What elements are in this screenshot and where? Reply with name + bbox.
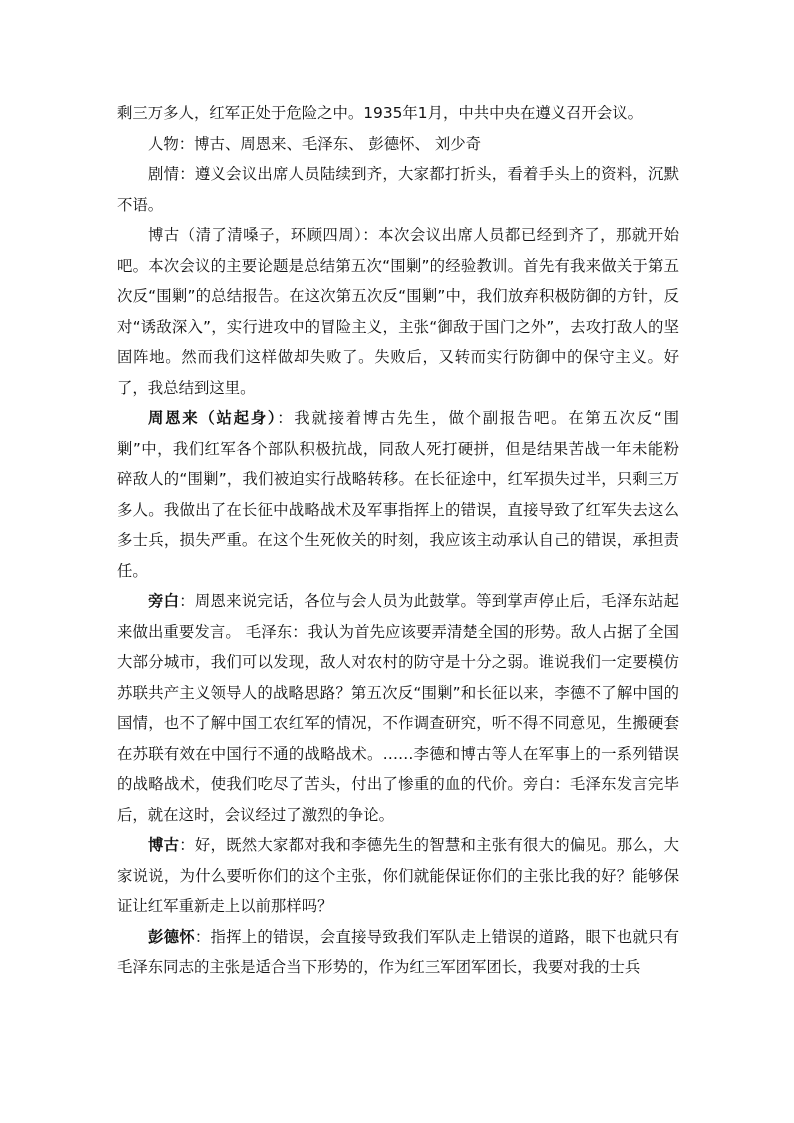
- paragraph-zhou-speech: [117, 403, 679, 586]
- speaker-label: 周恩来（站起身）: [148, 409, 278, 427]
- paragraph-text: ：我就接着博古先生，做个副报告吧。在第五次反“围剿”中，我们红军各个部队积极抗战，同敌人死打硬拼，但是结果苦战一年未能粉碎敌人的“围剿”，我们被迫实行战略转移。在长征途中，红军损失过半，只剩三万多人。我做出了在长征中战略战术及军事指挥上的错误，直接导致了红军失去这么多士兵，损失严重。在这个生死攸关的时刻，我应该主动承认自己的错误，承担责任。: [117, 409, 679, 580]
- paragraph-text: 剧情：遵义会议出席人员陆续到齐，大家都打折头，看着手头上的资料，沉默不语。: [117, 165, 679, 214]
- paragraph-text: 博古（清了清嗓子，环顾四周）：本次会议出席人员都已经到齐了，那就开始吧。本次会议的主要论题是总结第五次“围剿”的经验教训。首先有我来做关于第五次反“围剿”的总结报告。在这次第五次反“围剿”中，我们放弃积极防御的方针，反对“诱敌深入”，实行进攻中的冒险主义，主张“御敌于国门之外”，去攻打敌人的坚固阵地。然而我们这样做却失败了。失败后，又转而实行防御中的保守主义。好了，我总结到这里。: [117, 226, 679, 397]
- document-body: [117, 98, 679, 983]
- paragraph-text: ：周恩来说完话，各位与会人员为此鼓掌。等到掌声停止后，毛泽东站起来做出重要发言。 毛泽东：我认为首先应该要弄清楚全国的形势。敌人占据了全国大部分城市，我们可以发现，敌人对农村的防守是十分之弱。谁说我们一定要模仿苏联共产主义领导人的战略思路？第五次反“围剿”和长征以来，李德不了解中国的国情，也不了解中国工农红军的情况，不作调查研究，听不得不同意见，生搬硬套在苏联有效在中国行不通的战略战术。……李德和博古等人在军事上的一系列错误的战略战术，使我们吃尽了苦头，付出了惨重的血的代价。旁白：毛泽东发言完毕后，就在这时，会议经过了激烈的争论。: [117, 592, 679, 824]
- speaker-label: 旁白: [148, 592, 180, 610]
- paragraph-text: ：指挥上的错误，会直接导致我们军队走上错误的道路，眼下也就只有毛泽东同志的主张是适合当下形势的，作为红三军团军团长，我要对我的士兵: [117, 927, 679, 976]
- paragraph-peng-speech: [117, 922, 679, 983]
- speaker-label: 博古: [148, 836, 180, 854]
- paragraph-characters: [117, 129, 679, 160]
- paragraph-narration-mao: [117, 586, 679, 830]
- paragraph-bogu-reply: [117, 830, 679, 922]
- paragraph-text: 人物：博古、周恩来、毛泽东、 彭德怀、 刘少奇: [148, 134, 481, 153]
- paragraph-1: [117, 98, 679, 129]
- paragraph-text: ：好，既然大家都对我和李德先生的智慧和主张有很大的偏见。那么，大家说说，为什么要听你们的这个主张，你们就能保证你们的主张比我的好？能够保证让红军重新走上以前那样吗？: [117, 836, 679, 915]
- paragraph-text: 剩三万多人，红军正处于危险之中。1935年1月，中共中央在遵义召开会议。: [117, 104, 644, 122]
- paragraph-plot: [117, 159, 679, 220]
- speaker-label: 彭德怀: [148, 927, 195, 946]
- paragraph-bogu-speech: [117, 220, 679, 403]
